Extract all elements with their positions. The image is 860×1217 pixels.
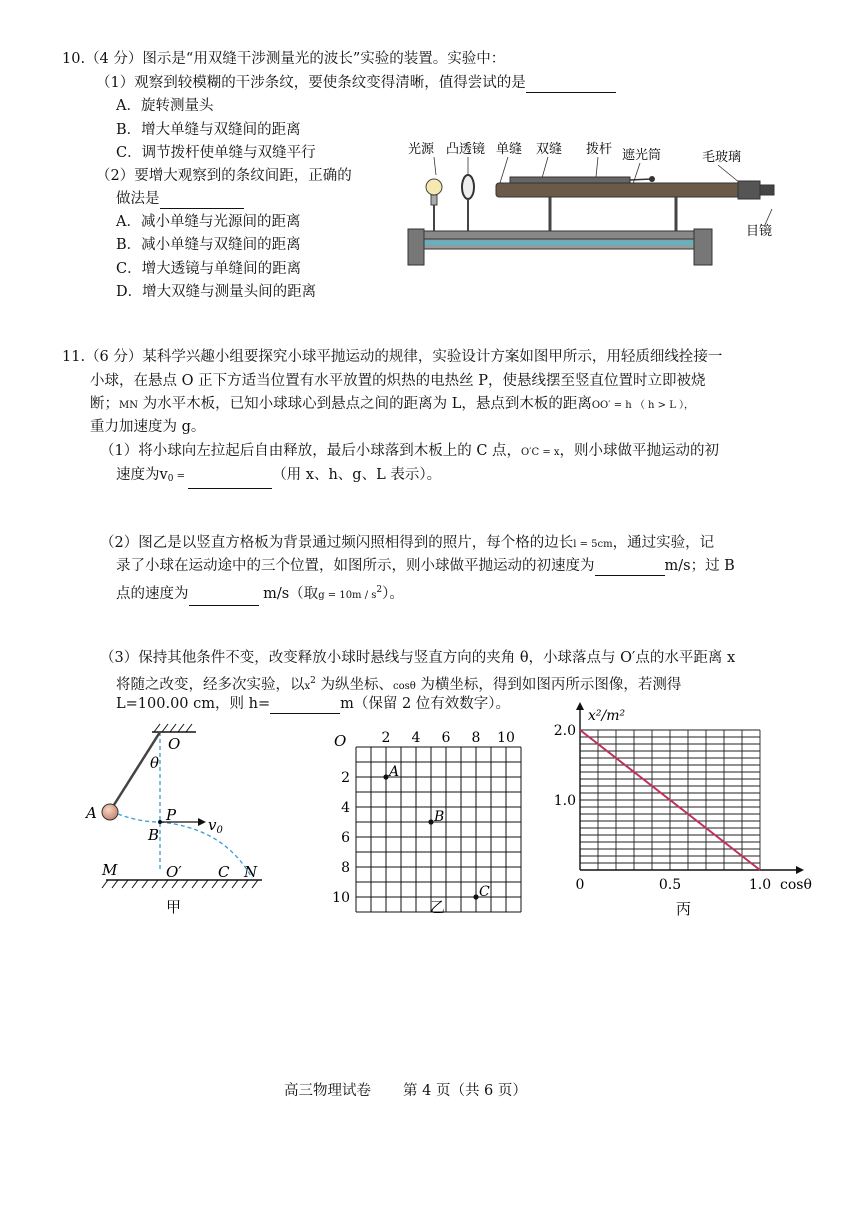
x-axis-arrow bbox=[796, 866, 804, 874]
q11-stem-line3: 断；MN 为水平木板，已知小球球心到悬点之间的距离为 L，悬点到木板的距离OO′ = h （ h > L ）， bbox=[90, 396, 695, 412]
figure-jia-pendulum bbox=[84, 722, 274, 922]
x-tick-label: 0.5 bbox=[658, 877, 682, 893]
label-C: C bbox=[218, 863, 230, 881]
label-B: B bbox=[148, 826, 160, 844]
point-label: A bbox=[389, 764, 400, 780]
page-footer bbox=[284, 1081, 527, 1101]
q11-part2-line2: 录了小球在运动途中的三个位置，如图所示，则小球做平抛运动的初速度为 m/s；过 B bbox=[116, 558, 735, 574]
q11-part3-line2: 将随之改变，经多次实验，以$x^2$ 为纵坐标、cosθ 为横坐标，得到如图丙所示图像，若测得 bbox=[116, 676, 682, 693]
label-lever: 拨杆 bbox=[586, 142, 613, 157]
q11-stem-line2: 小球，在悬点 O 正下方适当位置有水平放置的炽热的电热丝 P，使悬线摆至竖直位置时立即被烧 bbox=[90, 373, 706, 389]
q10-stem: 10.（4 分）图示是“用双缝干涉测量光的波长”实验的装置。实验中： bbox=[62, 51, 506, 67]
y-tick-label: 6 bbox=[341, 830, 350, 846]
label-eyepiece: 目镜 bbox=[746, 224, 773, 239]
label-convex-lens: 凸透镜 bbox=[446, 142, 486, 157]
answer-blank[interactable] bbox=[189, 589, 259, 606]
y-tick-label: 10 bbox=[332, 890, 350, 906]
question-number: 11. bbox=[62, 349, 86, 365]
label-single-slit: 单缝 bbox=[496, 142, 523, 157]
label-light-source: 光源 bbox=[408, 142, 435, 157]
q10-part2: （2）要增大观察到的条纹间距，正确的 bbox=[96, 168, 352, 184]
figure-bing-chart bbox=[548, 702, 820, 925]
y-axis-arrow bbox=[576, 702, 584, 710]
answer-blank[interactable] bbox=[160, 192, 244, 209]
y-tick-label: 1.0 bbox=[553, 793, 576, 809]
figure-caption: 甲 bbox=[166, 898, 182, 916]
footer-page: 第 4 页（共 6 页） bbox=[403, 1083, 527, 1099]
x-tick-label: 4 bbox=[411, 730, 421, 746]
figure-caption: 丙 bbox=[676, 900, 692, 918]
q11-part3-line3: L=100.00 cm，则 h= m（保留 2 位有效数字）。 bbox=[116, 696, 511, 712]
q11-part2-line1: （2）图乙是以竖直方格板为背景通过频闪照相得到的照片，每个格的边长l = 5cm，通过实验，记 bbox=[100, 535, 715, 551]
label-frosted-glass: 毛玻璃 bbox=[702, 150, 742, 165]
label-A: A bbox=[86, 804, 97, 822]
label-M: M bbox=[102, 861, 118, 879]
point-C bbox=[473, 894, 478, 899]
q10-part2-line2: 做法是 bbox=[116, 189, 244, 209]
q11-part2-line3: 点的速度为 m/s（取$g = 10m / s^2$）。 bbox=[116, 580, 404, 606]
q11-part1-line1: （1）将小球向左拉起后自由释放，最后小球落到木板上的 C 点，O′C = x，则小球做平抛运动的初 bbox=[100, 443, 720, 459]
answer-blank[interactable] bbox=[270, 697, 340, 714]
label-O-prime: O′ bbox=[166, 863, 182, 881]
y-tick-label: 2.0 bbox=[553, 723, 576, 739]
x-tick-label: 2 bbox=[381, 730, 391, 746]
q11-stem-line1: 11.（6 分）某科学兴趣小组要探究小球平抛运动的规律，实验设计方案如图甲所示，用轻质细线拴接一 bbox=[62, 349, 723, 365]
q10-option: B．增大单缝与双缝间的距离 bbox=[116, 122, 301, 138]
x-tick-label: 6 bbox=[441, 730, 451, 746]
q10-option: A．减小单缝与光源间的距离 bbox=[116, 214, 301, 230]
q11-part1-line2: 速度为$v_0$ = （用 x、h、g、L 表示）。 bbox=[116, 465, 441, 489]
figure-caption: 乙 bbox=[430, 898, 446, 916]
q10-option: A．旋转测量头 bbox=[116, 98, 214, 114]
x-tick-label: 1.0 bbox=[748, 877, 772, 893]
figure-yi-grid bbox=[320, 720, 540, 925]
x-tick-label: 10 bbox=[497, 730, 515, 746]
q10-option: B．减小单缝与双缝间的距离 bbox=[116, 237, 301, 253]
label-v0: $v_0$ bbox=[208, 816, 223, 836]
point-label: C bbox=[479, 884, 490, 900]
q10-part1: （1）观察到较模糊的干涉条纹，要使条纹变得清晰，值得尝试的是 bbox=[96, 73, 616, 93]
x-tick-label: 8 bbox=[471, 730, 481, 746]
point-B bbox=[428, 819, 433, 824]
x-tick-label: 0 bbox=[575, 877, 585, 893]
q10-option: D．增大双缝与测量头间的距离 bbox=[116, 284, 317, 300]
answer-blank[interactable] bbox=[188, 472, 272, 489]
question-number: 10. bbox=[62, 51, 86, 67]
label-O: O bbox=[168, 735, 181, 753]
q10-option: C．增大透镜与单缝间的距离 bbox=[116, 261, 302, 277]
label-origin: O bbox=[334, 732, 347, 750]
y-tick-label: 4 bbox=[341, 800, 350, 816]
footer-subject: 高三物理试卷 bbox=[284, 1083, 371, 1099]
x-axis-label: cosθ bbox=[780, 877, 812, 893]
label-theta: θ bbox=[150, 754, 160, 772]
point-label: B bbox=[434, 809, 445, 825]
answer-blank[interactable] bbox=[526, 76, 616, 93]
label-P: P bbox=[166, 806, 177, 824]
answer-blank[interactable] bbox=[595, 559, 665, 576]
double-slit-apparatus bbox=[400, 135, 790, 275]
q11-stem-line4: 重力加速度为 g。 bbox=[90, 419, 206, 435]
label-double-slit: 双缝 bbox=[536, 142, 563, 157]
label-N: N bbox=[244, 863, 258, 881]
point-A bbox=[383, 774, 388, 779]
label-tube: 遮光筒 bbox=[622, 148, 662, 163]
y-axis-label: x²/m² bbox=[588, 708, 626, 724]
y-tick-label: 8 bbox=[341, 860, 350, 876]
y-tick-label: 2 bbox=[341, 770, 350, 786]
q11-part3-line1: （3）保持其他条件不变，改变释放小球时悬线与竖直方向的夹角 θ，小球落点与 O′点的水平距离 x bbox=[100, 650, 736, 666]
q10-option: C．调节拨杆使单缝与双缝平行 bbox=[116, 145, 316, 161]
